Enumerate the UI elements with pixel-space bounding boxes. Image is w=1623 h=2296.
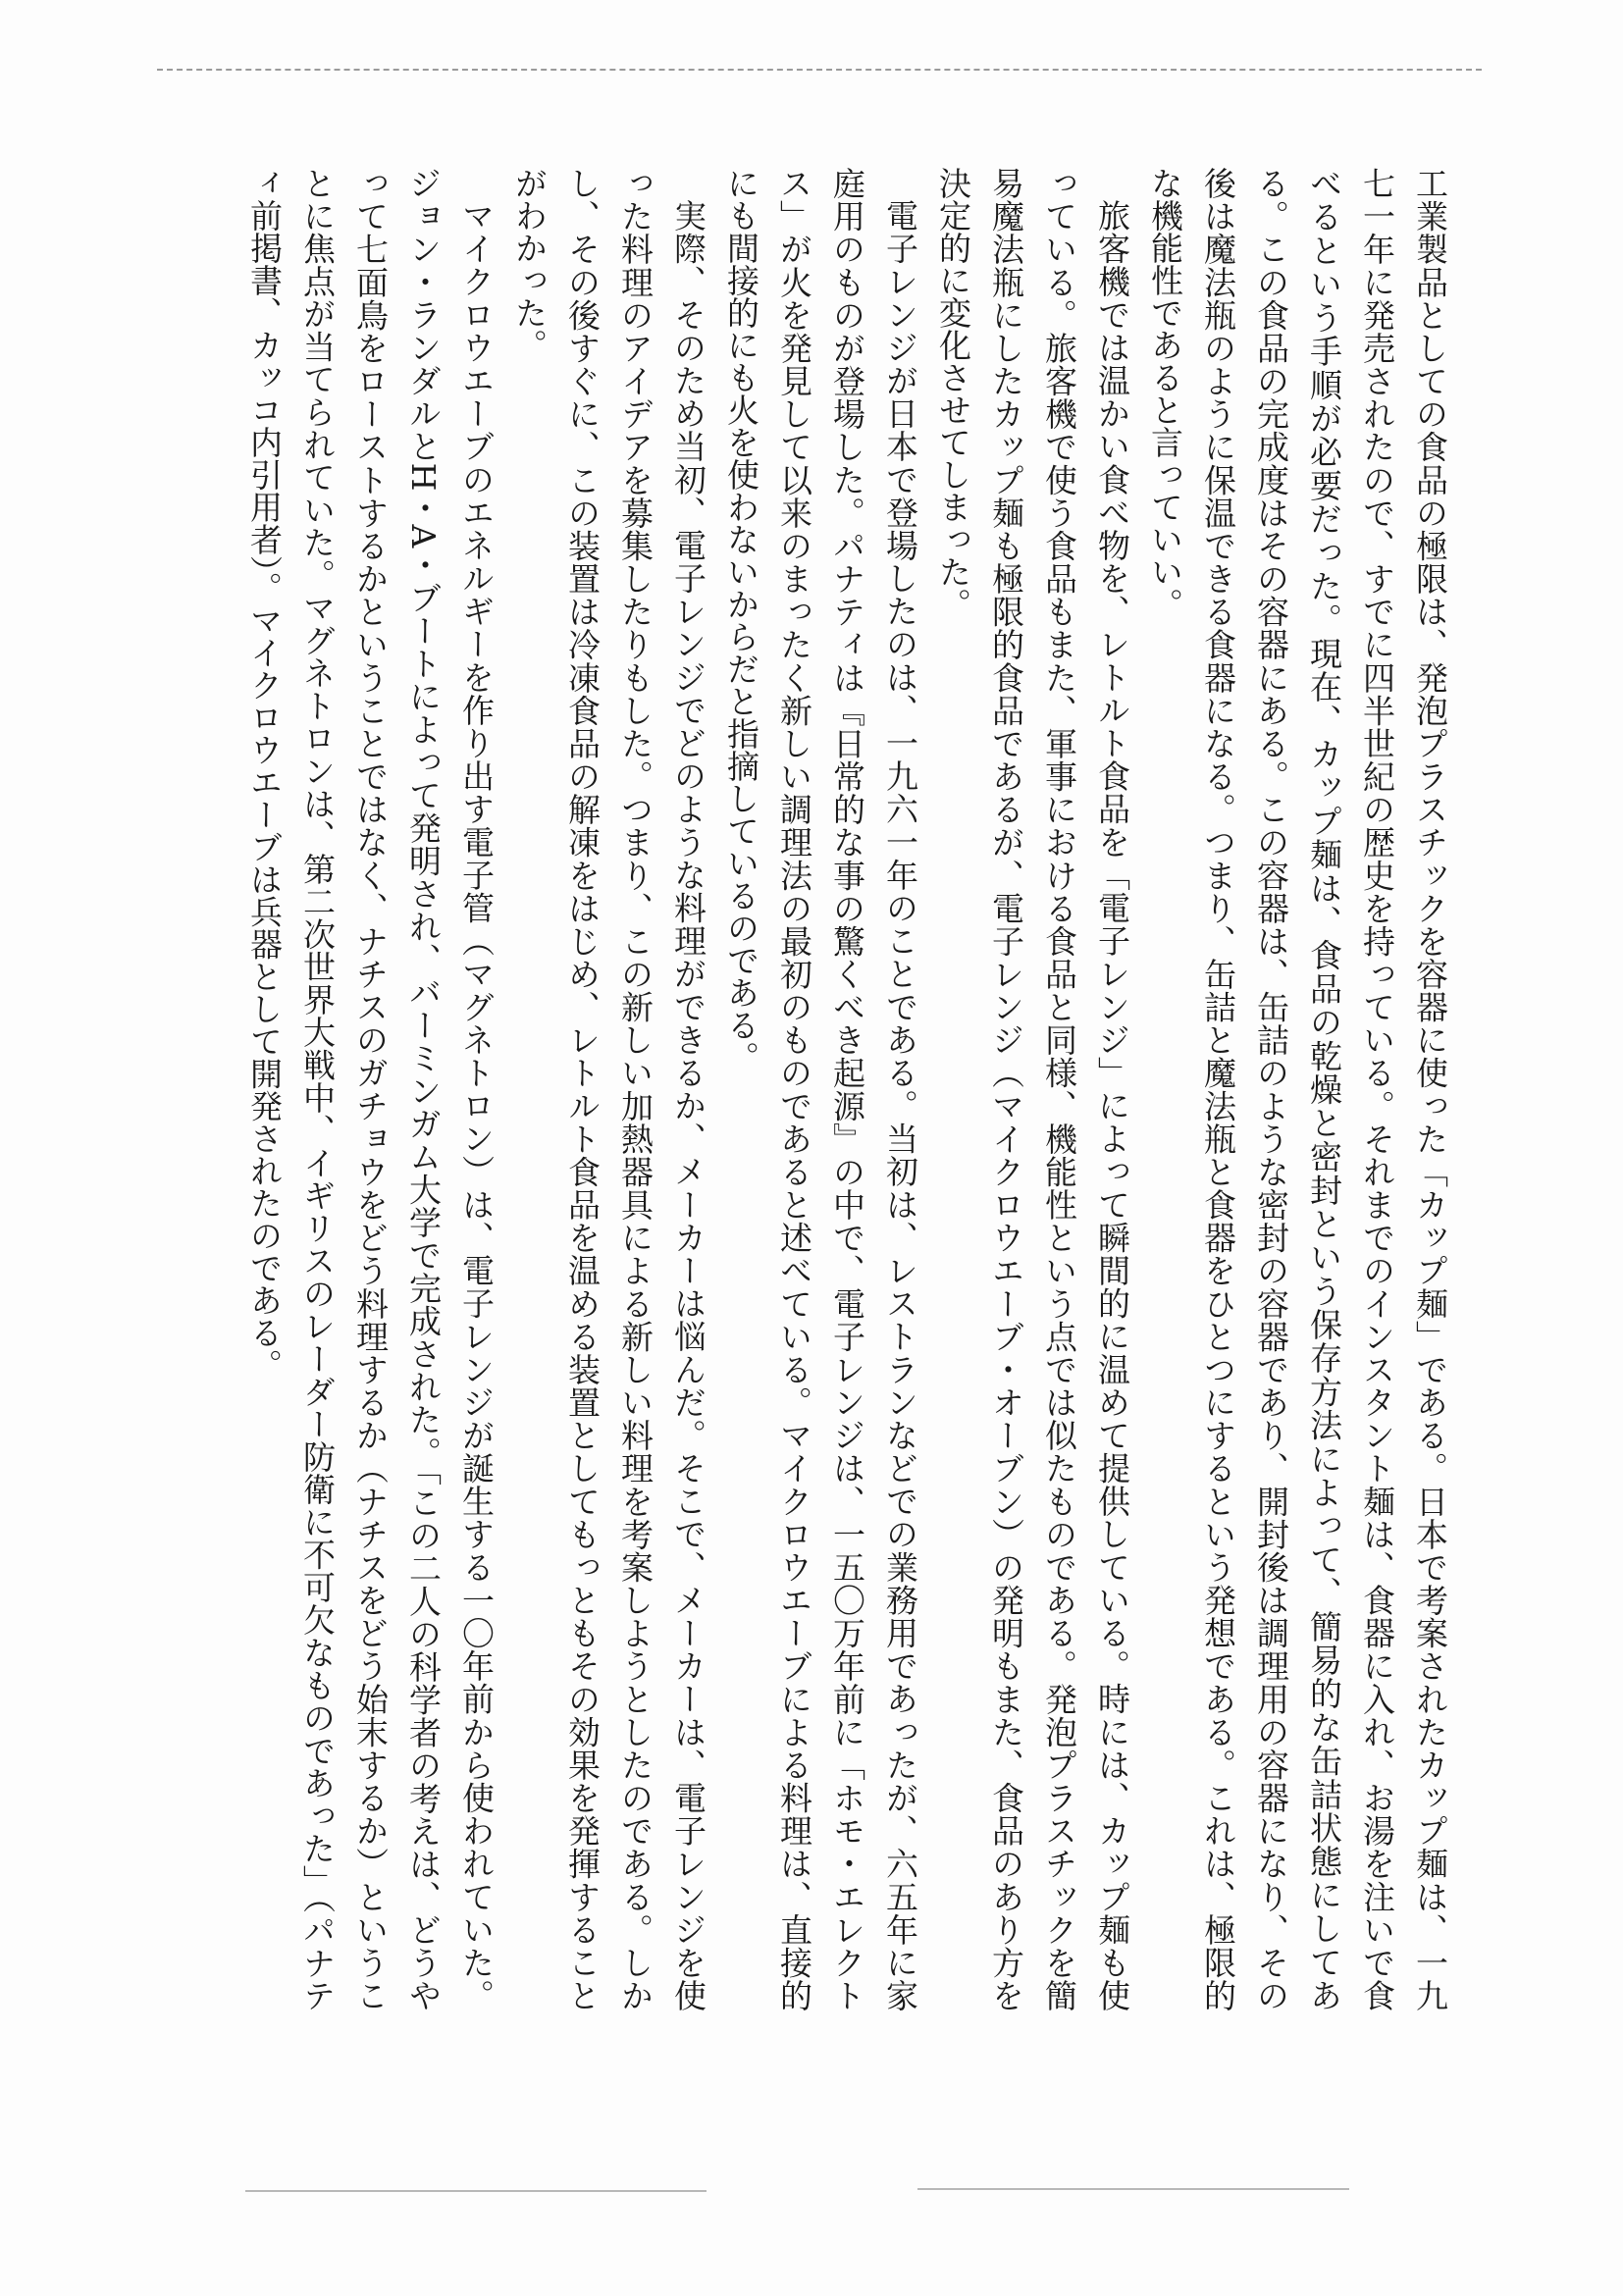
paragraph-cup-noodles: 工業製品としての食品の極限は、発泡プラスチックを容器に使った「カップ麺」である。日本で考案されたカップ麺は、一九七一年に発売されたので、すでに四半世紀の歴史を持っている。それまでのインスタント麺は、食器に入れ、お湯を注いで食べるという手順が必要だった。現在、カップ麺は、食品の乾燥と密封という保存方法によって、簡易的な缶詰状態にしてある。この食品の完成度はその容器にある。この容器は、缶詰のような密封の容器であり、開封後は調理用の容器になり、その後は魔法瓶のように保温できる食器になる。つまり、缶詰と魔法瓶と食器をひとつにするという発想である。これは、極限的な機能性であると言っていい。 xyxy=(1146,167,1449,2011)
paragraph-microwave-recipes: 実際、そのため当初、電子レンジでどのような料理ができるか、メーカーは悩んだ。そこで、メーカーは、電子レンジを使った料理のアイデアを募集したりもした。つまり、この新しい加熱器具による新しい料理を考案しようとしたのである。しかし、その後すぐに、この装置は冷凍食品の解凍をはじめ、レトルト食品を温める装置としてもっともその効果を発揮することがわかった。 xyxy=(510,167,707,2011)
vertical-body-text xyxy=(237,167,1456,2011)
paragraph-microwave-debut: 電子レンジが日本で登場したのは、一九六一年のことである。当初は、レストランなどでの業務用であったが、六五年に家庭用のものが登場した。パナティは『日常的な事の驚くべき起源』の中で、電子レンジは、一五〇万年前に「ホモ・エレクトス」が火を発見して以来のまったく新しい調理法の最初のものであると述べている。マイクロウエーブによる料理は、直接的にも間接的にも火を使わないからだと指摘しているのである。 xyxy=(722,167,919,2011)
paragraph-magnetron-history: マイクロウエーブのエネルギーを作り出す電子管（マグネトロン）は、電子レンジが誕生する一〇年前から使われていた。ジョン・ランダルとH・A・ブートによって発明され、バーミンガム大学で完成された。「この二人の科学者の考えは、どうやって七面鳥をローストするかということではなく、ナチスのガチョウをどう料理するか（ナチスをどう始末するか）ということに焦点が当てられていた。マグネトロンは、第二次世界大戦中、イギリスのレーダー防衛に不可欠なものであった」（パナティ前掲書、カッコ内引用者）。マイクロウエーブは兵器として開発されたのである。 xyxy=(245,167,496,2011)
paragraph-airline-food: 旅客機では温かい食べ物を、レトルト食品を「電子レンジ」によって瞬間的に温めて提供している。時には、カップ麺も使っている。旅客機で使う食品もまた、軍事における食品と同様、機能性という点では似たものである。発泡プラスチックを簡易魔法瓶にしたカップ麺も極限的食品であるが、電子レンジ（マイクロウエーブ・オーブン）の発明もまた、食品のあり方を決定的に変化させてしまった。 xyxy=(934,167,1131,2011)
bottom-rule-right-divider xyxy=(917,2188,1349,2190)
top-rule-divider xyxy=(157,69,1482,71)
bottom-rule-left-divider xyxy=(245,2190,707,2192)
